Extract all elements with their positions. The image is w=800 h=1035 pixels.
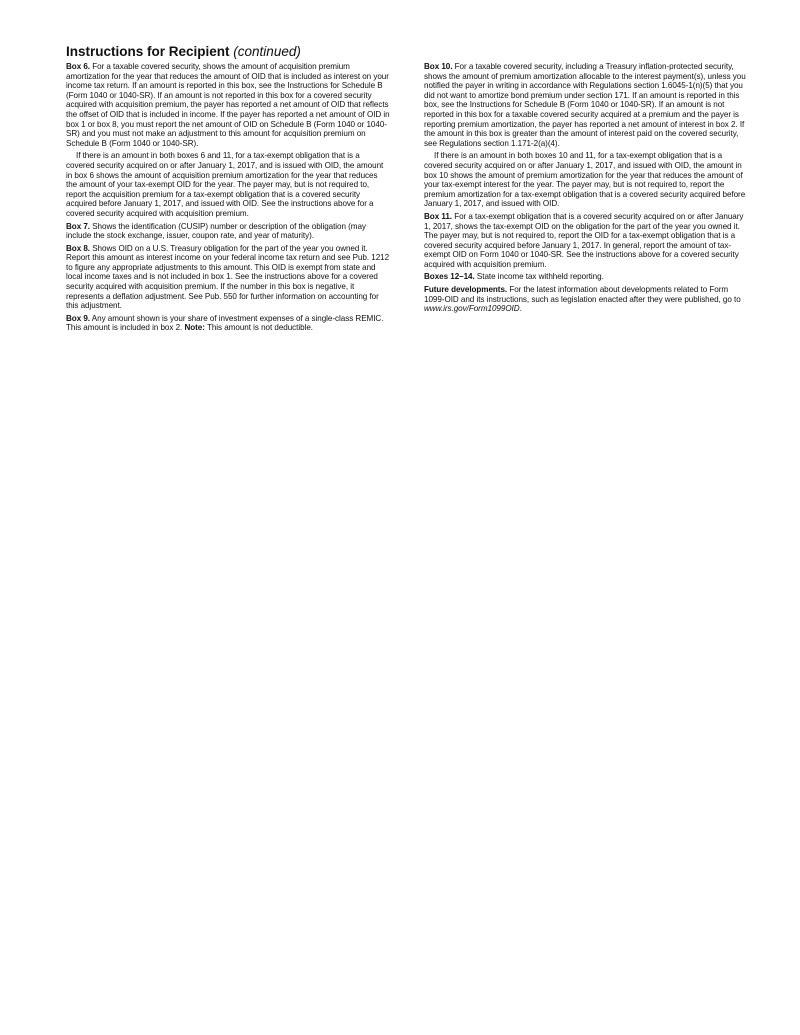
box7-label: Box 7. xyxy=(66,221,90,231)
page-title xyxy=(66,44,301,60)
title-text: Instructions for Recipient xyxy=(66,44,230,59)
future-developments-paragraph xyxy=(424,285,748,314)
future-developments-text: For the latest information about developments related to Form 1099-OID and its instructions, such as legislation enacted after they were published, go to xyxy=(424,285,741,304)
box8-paragraph xyxy=(66,244,390,311)
boxes12-14-label: Boxes 12–14. xyxy=(424,272,475,282)
box10-label: Box 10. xyxy=(424,62,453,71)
future-developments-period: . xyxy=(519,304,522,314)
box11-text: For a tax-exempt obligation that is a covered security acquired on or after January 1, 2017, shows the tax-exempt OID on the obligation for the part of the year you owned it. The payer may, but is not required to, report the OID for a tax-exempt obligation that is a covered security acquired before January 1, 2017. In general, report the amount of tax-exempt OID on Form 1040 or 1040-SR. See the instructions above for a covered security acquired with acquisition premium. xyxy=(424,211,744,269)
box9-label: Box 9. xyxy=(66,313,90,323)
box7-paragraph xyxy=(66,222,390,241)
box8-text: Shows OID on a U.S. Treasury obligation for the part of the year you owned it. Report this amount as interest income on your federal income tax return and see Pub. 1212 to figure any appropriate adjustments to this amount. This OID is exempt from state and local income taxes and is not included in box 1. See the instructions above for a covered security acquired with acquisition premium. If the number in this box is negative, it represents a deflation adjustment. See Pub. 550 for further information on accounting for this adjustment. xyxy=(66,243,390,311)
box9-paragraph xyxy=(66,314,390,333)
box9-note-label: Note: xyxy=(184,323,205,333)
boxes12-14-paragraph xyxy=(424,272,748,282)
box11-paragraph xyxy=(424,212,748,270)
box11-label: Box 11. xyxy=(424,211,452,221)
box9-text: Any amount shown is your share of investment expenses of a single-class REMIC. This amount is included in box 2. xyxy=(66,313,384,333)
box6-label: Box 6. xyxy=(66,62,90,71)
box9-note-text: This amount is not deductible. xyxy=(206,323,313,333)
left-column xyxy=(66,62,390,336)
box10-paragraph xyxy=(424,62,748,148)
title-suffix: (continued) xyxy=(233,44,301,59)
box6-paragraph xyxy=(66,62,390,148)
box8-label: Box 8. xyxy=(66,243,90,253)
box10-text: For a taxable covered security, including a Treasury inflation-protected security, shows the amount of premium amortization allocable to the interest payment(s), unless you notified the payer in writing in accordance with Regulations section 1.6045-1(n)(5) that you did not want to amortize bond premium under section 171. If an amount is reported in this box, see the Instructions for Schedule B (Form 1040 or 1040-SR). If an amount is not reported in this box for a taxable covered security acquired at a premium and the payer is reporting premium amortization, the payer has reported a net amount of interest in box 2. If the amount in this box is greater than the amount of interest paid on the covered security, see Regulations section 1.171-2(a)(4). xyxy=(424,62,746,148)
boxes12-14-text: State income tax withheld reporting. xyxy=(476,272,604,282)
box6-text: For a taxable covered security, shows the amount of acquisition premium amortization for the year that reduces the amount of OID that is included as interest on your income tax return. If an amount is reported in this box, see the Instructions for Schedule B (Form 1040 or 1040-SR). If an amount is not reported in this box for a covered security acquired with acquisition premium, the payer has reported a net amount of OID that reflects the offset of OID that is included in income. If the payer has reported a net amount of OID in box 1 or box 8, you must report the net amount of OID on Schedule B (Form 1040 or 1040-SR) and you must not make an adjustment to this amount for acquisition premium on Schedule B (Form 1040 or 1040-SR). xyxy=(66,62,390,148)
future-developments-label: Future developments. xyxy=(424,285,508,295)
box10-exempt-paragraph: If there is an amount in both boxes 10 and 11, for a tax-exempt obligation that is a covered security acquired on or after January 1, 2017, and issued with OID, the amount in box 10 shows the amount of premium amortization for the year that reduces the amount of your tax-exempt interest for the year. The payer may, but is not required to, report the premium amortization for a tax-exempt obligation that is a covered security acquired before January 1, 2017, and issued with OID. xyxy=(424,151,746,209)
box6-exempt-paragraph: If there is an amount in both boxes 6 and 11, for a tax-exempt obligation that is a covered security acquired on or after January 1, 2017, and is issued with OID, the amount in box 6 shows the amount of acquisition premium amortization for the year that reduces the amount of your tax-exempt OID for the year. The payer may, but is not required to, report the acquisition premium for a tax-exempt obligation that is a covered security acquired before January 1, 2017, and issued with OID. See the instructions above for a covered security acquired with acquisition premium. xyxy=(66,151,384,218)
irs-url-link[interactable]: www.irs.gov/Form1099OID xyxy=(424,304,520,314)
box7-text: Shows the identification (CUSIP) number or description of the obligation (may include the stock exchange, issuer, coupon rate, and year of maturity). xyxy=(66,221,366,241)
right-column xyxy=(424,62,748,317)
